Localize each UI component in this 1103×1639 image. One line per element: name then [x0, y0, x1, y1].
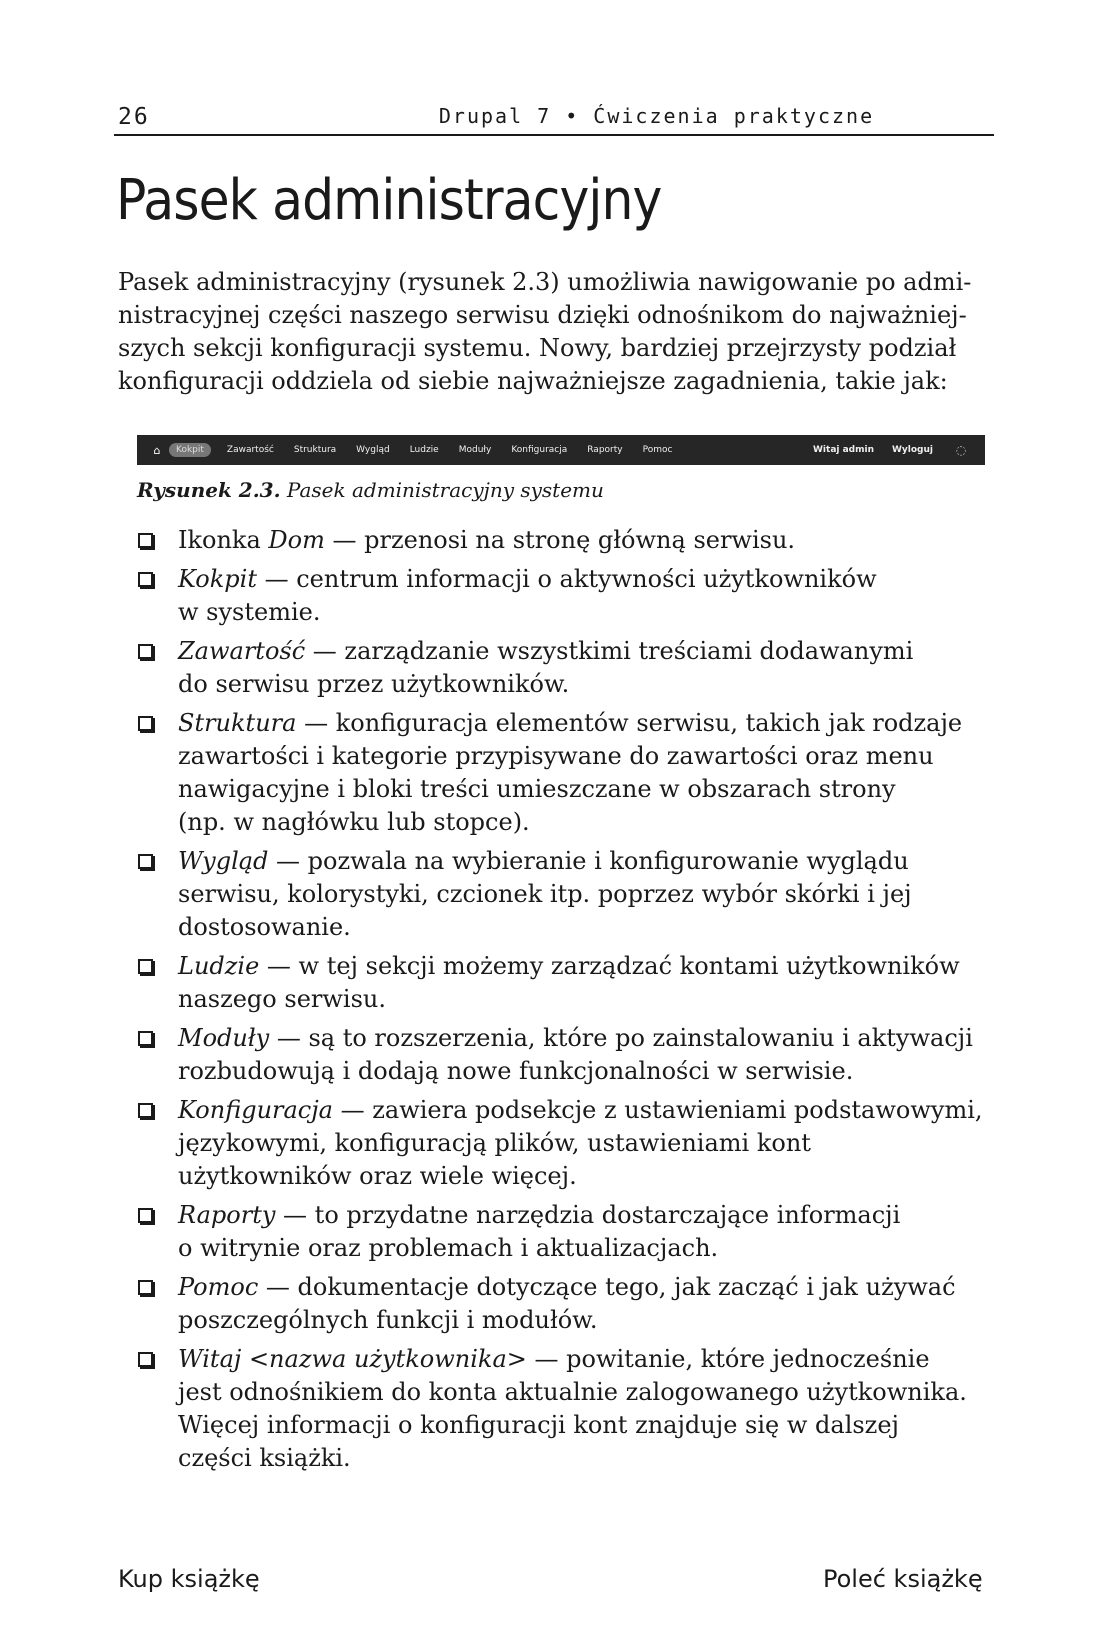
list-item: [134, 950, 1004, 1016]
toolbar-item-konfiguracja[interactable]: Konfiguracja: [511, 445, 568, 455]
toolbar-items-list: [134, 524, 1004, 1481]
list-text: — pozwala na wybieranie i konfigurowanie wyglądu: [268, 847, 909, 875]
intro-line: szych sekcji konfiguracji systemu. Nowy, bardziej przejrzysty podział: [118, 334, 957, 362]
toolbar-item-moduly[interactable]: Moduły: [458, 445, 492, 455]
list-text: (np. w nagłówku lub stopce).: [178, 808, 530, 836]
caption-label: Rysunek 2.3.: [137, 478, 281, 502]
list-text: językowymi, konfiguracją plików, ustawieniami kont: [178, 1129, 811, 1157]
list-text: Więcej informacji o konfiguracji kont znajduje się w dalszej: [178, 1411, 899, 1439]
checkbox-bullet-icon: [138, 572, 153, 587]
checkbox-bullet-icon: [138, 1031, 153, 1046]
list-item: [134, 1271, 1004, 1337]
list-item: [134, 845, 1004, 944]
toolbar-item-struktura[interactable]: Struktura: [293, 445, 337, 455]
list-term: Dom: [268, 526, 325, 554]
list-item: [134, 707, 1004, 839]
dotted-circle-icon[interactable]: ◌: [955, 443, 967, 457]
list-text: — powitanie, które jednocześnie: [526, 1345, 930, 1373]
list-term: Kokpit: [178, 565, 257, 593]
intro-paragraph: [118, 266, 998, 398]
list-text: — centrum informacji o aktywności użytkowników: [256, 565, 877, 593]
list-text: o witrynie oraz problemach i aktualizacjach.: [178, 1234, 719, 1262]
toolbar-item-ludzie[interactable]: Ludzie: [409, 445, 439, 455]
toolbar-welcome-link[interactable]: Witaj admin: [813, 445, 874, 455]
list-term: Moduły: [178, 1024, 270, 1052]
checkbox-bullet-icon: [138, 1280, 153, 1295]
list-text: części książki.: [178, 1444, 351, 1472]
recommend-book-link[interactable]: Poleć książkę: [823, 1565, 983, 1593]
list-text: użytkowników oraz wiele więcej.: [178, 1162, 577, 1190]
checkbox-bullet-icon: [138, 1208, 153, 1223]
list-term: Konfiguracja: [178, 1096, 333, 1124]
list-term: Raporty: [178, 1201, 276, 1229]
list-text: w systemie.: [178, 598, 321, 626]
list-text: serwisu, kolorystyki, czcionek itp. poprzez wybór skórki i jej: [178, 880, 912, 908]
list-text: rozbudowują i dodają nowe funkcjonalności w serwisie.: [178, 1057, 854, 1085]
list-text: — to przydatne narzędzia dostarczające informacji: [275, 1201, 901, 1229]
figure-caption: [137, 478, 604, 502]
toolbar-item-wyglad[interactable]: Wygląd: [356, 445, 390, 455]
list-term: Witaj <nazwa użytkownika>: [178, 1345, 527, 1373]
checkbox-bullet-icon: [138, 716, 153, 731]
list-text: — w tej sekcji możemy zarządzać kontami użytkowników: [259, 952, 960, 980]
page-number: 26: [118, 104, 150, 130]
list-text: jest odnośnikiem do konta aktualnie zalogowanego użytkownika.: [178, 1378, 967, 1406]
intro-line: Pasek administracyjny (rysunek 2.3) umożliwia nawigowanie po admi-: [118, 268, 972, 296]
list-text: naszego serwisu.: [178, 985, 386, 1013]
list-text: — przenosi na stronę główną serwisu.: [324, 526, 796, 554]
list-text: Ikonka: [178, 526, 269, 554]
list-term: Struktura: [178, 709, 297, 737]
list-term: Pomoc: [178, 1273, 259, 1301]
list-text: poszczególnych funkcji i modułów.: [178, 1306, 598, 1334]
toolbar-item-pomoc[interactable]: Pomoc: [642, 445, 673, 455]
running-header: [114, 96, 994, 136]
checkbox-bullet-icon: [138, 959, 153, 974]
list-text: nawigacyjne i bloki treści umieszczane w obszarach strony: [178, 775, 896, 803]
admin-toolbar-figure: [137, 435, 985, 465]
toolbar-item-raporty[interactable]: Raporty: [587, 445, 623, 455]
toolbar-item-kokpit[interactable]: Kokpit: [169, 443, 211, 457]
list-item: [134, 1094, 1004, 1193]
intro-line: konfiguracji oddziela od siebie najważniejsze zagadnienia, takie jak:: [118, 367, 948, 395]
list-item: [134, 524, 1004, 557]
toolbar-item-zawartosc[interactable]: Zawartość: [226, 445, 274, 455]
list-item: [134, 635, 1004, 701]
list-text: — zawiera podsekcje z ustawieniami podstawowymi,: [333, 1096, 983, 1124]
running-title: Drupal 7 • Ćwiczenia praktyczne: [438, 104, 875, 128]
list-item: [134, 563, 1004, 629]
checkbox-bullet-icon: [138, 1352, 153, 1367]
caption-text: Pasek administracyjny systemu: [280, 478, 604, 502]
toolbar-logout-link[interactable]: Wyloguj: [892, 445, 933, 455]
list-text: zawartości i kategorie przypisywane do zawartości oraz menu: [178, 742, 934, 770]
checkbox-bullet-icon: [138, 533, 153, 548]
checkbox-bullet-icon: [138, 644, 153, 659]
list-text: dostosowanie.: [178, 913, 351, 941]
toolbar-user-area: [813, 440, 985, 460]
list-text: do serwisu przez użytkowników.: [178, 670, 570, 698]
list-item: [134, 1199, 1004, 1265]
list-text: — konfiguracja elementów serwisu, takich jak rodzaje: [296, 709, 963, 737]
list-term: Ludzie: [178, 952, 260, 980]
checkbox-bullet-icon: [138, 854, 153, 869]
list-text: — zarządzanie wszystkimi treściami dodawanymi: [305, 637, 914, 665]
list-item: [134, 1022, 1004, 1088]
checkbox-bullet-icon: [138, 1103, 153, 1118]
list-item: [134, 1343, 1004, 1475]
home-icon[interactable]: ⌂: [153, 443, 161, 457]
list-text: — dokumentacje dotyczące tego, jak zacząć i jak używać: [258, 1273, 956, 1301]
list-term: Zawartość: [178, 637, 306, 665]
intro-line: nistracyjnej części naszego serwisu dzięki odnośnikom do najważniej-: [118, 301, 967, 329]
list-text: — są to rozszerzenia, które po zainstalowaniu i aktywacji: [269, 1024, 973, 1052]
buy-book-link[interactable]: Kup książkę: [118, 1565, 260, 1593]
list-term: Wygląd: [178, 847, 269, 875]
section-title: Pasek administracyjny: [116, 168, 662, 233]
